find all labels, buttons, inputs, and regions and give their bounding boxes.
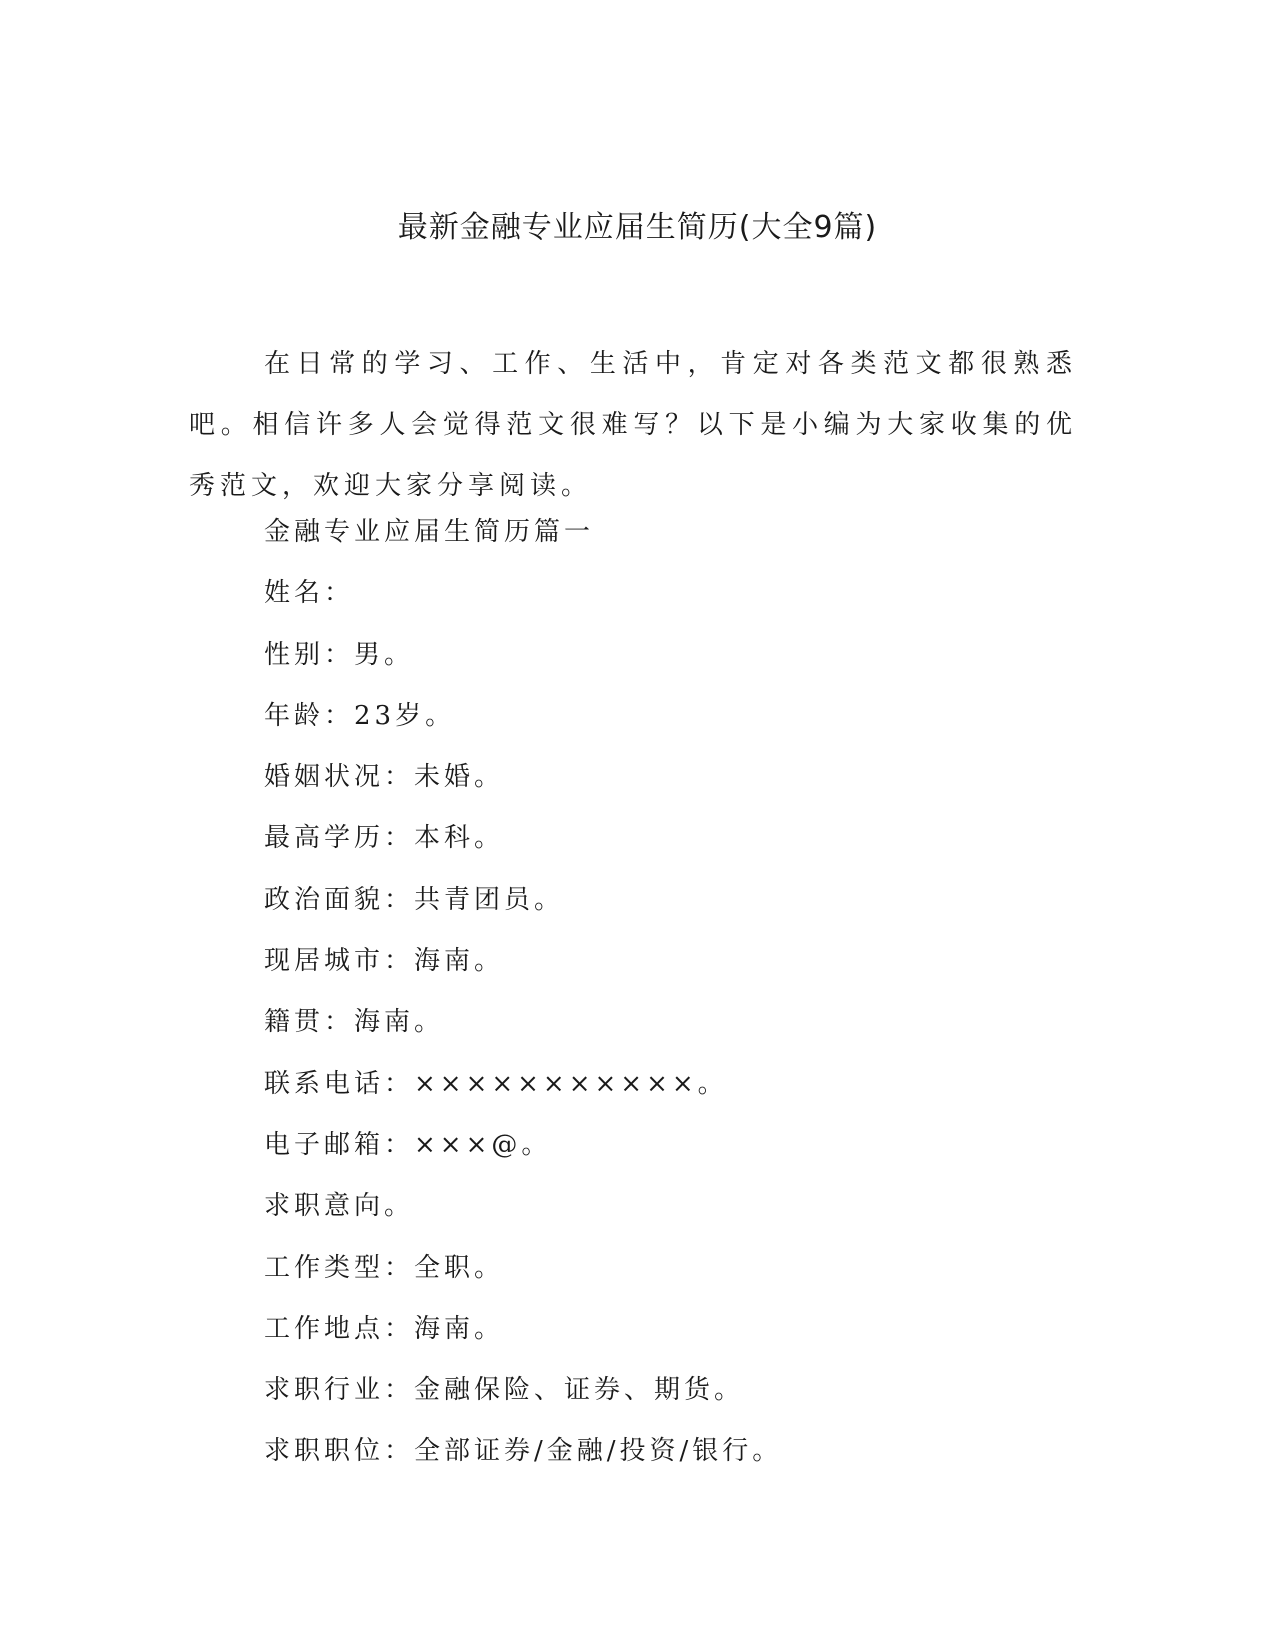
resume-line-work-location: 工作地点：海南。 xyxy=(264,1313,505,1344)
intro-paragraph: 在日常的学习、工作、生活中，肯定对各类范文都很熟悉吧。相信许多人会觉得范文很难写？以下是小编为大家收集的优秀范文，欢迎大家分享阅读。 xyxy=(189,349,1077,501)
resume-line-job-intention: 求职意向。 xyxy=(264,1191,415,1222)
resume-line-hometown: 籍贯：海南。 xyxy=(264,1007,445,1038)
resume-line-gender: 性别：男。 xyxy=(264,639,415,670)
section-heading: 金融专业应届生简历篇一 xyxy=(264,517,595,547)
resume-line-education: 最高学历：本科。 xyxy=(264,823,505,854)
document-title: 最新金融专业应届生简历(大全9篇) xyxy=(397,210,878,245)
resume-line-position: 求职职位：全部证券/金融/投资/银行。 xyxy=(264,1436,783,1467)
resume-line-city: 现居城市：海南。 xyxy=(264,946,505,977)
resume-line-political-status: 政治面貌：共青团员。 xyxy=(264,884,565,915)
resume-line-marital-status: 婚姻状况：未婚。 xyxy=(264,762,505,793)
resume-line-phone: 联系电话：×××××××××××。 xyxy=(264,1068,728,1099)
resume-line-age: 年龄：23岁。 xyxy=(264,700,456,731)
resume-line-industry: 求职行业：金融保险、证券、期货。 xyxy=(264,1375,745,1406)
resume-lines xyxy=(264,514,782,1495)
resume-line-name: 姓名： xyxy=(264,578,355,609)
resume-line-email: 电子邮箱：×××@。 xyxy=(264,1129,552,1160)
resume-line-job-type: 工作类型：全职。 xyxy=(264,1252,505,1283)
